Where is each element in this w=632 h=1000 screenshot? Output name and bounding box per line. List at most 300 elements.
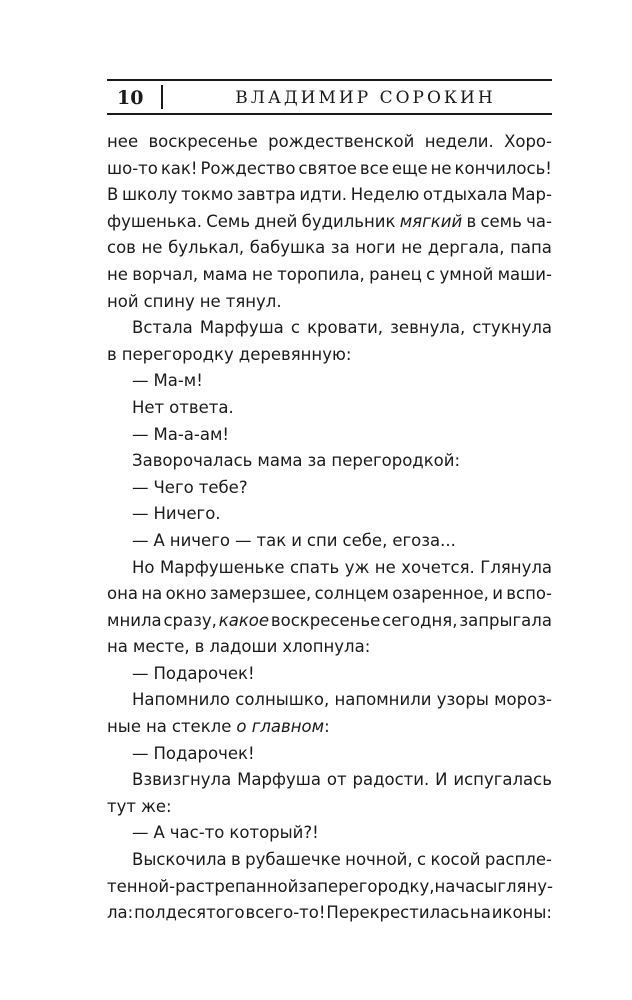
word-group bbox=[107, 714, 141, 741]
text-line bbox=[107, 767, 552, 794]
word-group bbox=[298, 874, 317, 901]
text-word: : bbox=[324, 717, 330, 737]
text-word: ной bbox=[107, 291, 139, 311]
text-word: зевнула, bbox=[390, 318, 466, 338]
text-line bbox=[107, 687, 552, 714]
text-word: маши- bbox=[497, 264, 552, 284]
word-group bbox=[231, 847, 241, 874]
word-group bbox=[132, 687, 230, 714]
text-word: отдыхала bbox=[422, 185, 508, 205]
text-line bbox=[107, 741, 552, 768]
text-line bbox=[107, 528, 552, 555]
word-group bbox=[290, 555, 339, 582]
word-group bbox=[226, 289, 282, 316]
text-word: Рождество bbox=[200, 158, 296, 178]
text-word: замерзшее, bbox=[209, 584, 312, 604]
text-word: дней bbox=[254, 211, 298, 231]
text-word: не bbox=[374, 557, 396, 577]
word-group bbox=[132, 368, 149, 395]
word-group bbox=[236, 714, 329, 741]
text-word: за bbox=[298, 876, 318, 896]
word-group bbox=[345, 847, 412, 874]
word-group bbox=[200, 315, 284, 342]
text-word: хлопнула: bbox=[282, 637, 371, 657]
word-group bbox=[107, 156, 158, 183]
text-word: вспо- bbox=[506, 584, 552, 604]
word-group bbox=[390, 315, 465, 342]
text-word: ные bbox=[107, 717, 141, 737]
word-group bbox=[239, 342, 352, 369]
word-group bbox=[492, 581, 503, 608]
text-word: Марфуша bbox=[199, 318, 284, 338]
text-word: Нет bbox=[132, 397, 165, 417]
text-word: тебе? bbox=[198, 477, 248, 497]
text-word: ворчал, bbox=[132, 264, 199, 284]
text-line bbox=[107, 900, 552, 927]
word-group bbox=[369, 262, 422, 289]
text-word: не bbox=[251, 264, 273, 284]
word-group bbox=[526, 209, 552, 236]
word-group bbox=[492, 900, 552, 927]
word-group bbox=[431, 847, 481, 874]
text-word: всего-то! bbox=[245, 903, 326, 923]
word-group bbox=[235, 528, 252, 555]
text-word: с bbox=[426, 264, 436, 284]
text-word: сегодня, bbox=[382, 610, 458, 630]
header-separator bbox=[161, 85, 163, 109]
text-word: сразу, bbox=[163, 610, 217, 630]
text-line bbox=[107, 422, 552, 449]
word-group bbox=[392, 528, 456, 555]
text-word: идти. bbox=[299, 185, 348, 205]
word-group bbox=[497, 874, 553, 901]
text-word: Марфуша bbox=[237, 770, 321, 790]
text-word: — bbox=[132, 477, 149, 497]
text-word: на bbox=[141, 584, 163, 604]
text-word: А bbox=[153, 530, 165, 550]
text-word: час-то bbox=[169, 823, 225, 843]
word-group bbox=[426, 262, 435, 289]
text-word: Неделю bbox=[350, 185, 420, 205]
word-group bbox=[271, 608, 380, 635]
word-group bbox=[254, 209, 297, 236]
word-group bbox=[168, 235, 244, 262]
word-group bbox=[154, 368, 203, 395]
word-group bbox=[154, 422, 230, 449]
text-word: полдесятого bbox=[134, 903, 245, 923]
word-group bbox=[107, 608, 162, 635]
word-group bbox=[466, 209, 476, 236]
word-group bbox=[343, 528, 388, 555]
text-word: мама bbox=[257, 451, 303, 471]
word-group bbox=[170, 528, 230, 555]
text-word: узоры bbox=[436, 690, 489, 710]
text-word: будильник bbox=[301, 211, 396, 231]
text-line bbox=[107, 820, 552, 847]
text-word: В bbox=[107, 185, 119, 205]
text-word: — bbox=[132, 663, 149, 683]
word-group bbox=[307, 315, 383, 342]
text-word: не bbox=[107, 264, 128, 284]
word-group bbox=[142, 235, 163, 262]
word-group bbox=[298, 156, 357, 183]
text-word: шо-то bbox=[107, 158, 158, 178]
text-word: часы bbox=[455, 876, 498, 896]
text-word: Марфушеньке bbox=[159, 557, 285, 577]
text-word: ла: bbox=[107, 903, 134, 923]
word-group bbox=[169, 395, 234, 422]
text-word: И bbox=[435, 770, 448, 790]
text-word: мнила bbox=[107, 610, 162, 630]
word-group bbox=[132, 528, 149, 555]
text-word: фушенька. bbox=[107, 211, 202, 231]
text-word: стукнула bbox=[472, 318, 552, 338]
word-group bbox=[166, 581, 207, 608]
text-word: и bbox=[291, 530, 302, 550]
text-word: Глянула bbox=[480, 557, 552, 577]
text-line bbox=[107, 555, 552, 582]
text-word: Подарочек! bbox=[153, 743, 255, 763]
word-group bbox=[132, 315, 193, 342]
text-word: в bbox=[194, 637, 205, 657]
word-group bbox=[132, 847, 227, 874]
word-group bbox=[375, 555, 396, 582]
word-group bbox=[331, 448, 460, 475]
word-group bbox=[327, 767, 347, 794]
text-line bbox=[107, 448, 552, 475]
text-line bbox=[107, 156, 552, 183]
word-group bbox=[132, 395, 164, 422]
word-group bbox=[308, 448, 327, 475]
text-word: на bbox=[145, 717, 167, 737]
word-group bbox=[455, 156, 552, 183]
word-group bbox=[141, 794, 172, 821]
word-group bbox=[256, 528, 286, 555]
word-group bbox=[291, 315, 300, 342]
word-group bbox=[252, 262, 273, 289]
text-word: с bbox=[290, 318, 300, 338]
word-group bbox=[107, 129, 138, 156]
text-line bbox=[107, 262, 552, 289]
text-word: егоза... bbox=[392, 530, 456, 550]
word-group bbox=[268, 129, 414, 156]
text-word: ноги bbox=[355, 238, 396, 258]
text-word: ладоши bbox=[209, 637, 278, 657]
word-group bbox=[107, 874, 298, 901]
word-group bbox=[246, 900, 326, 927]
word-group bbox=[360, 156, 389, 183]
text-word: токмо bbox=[181, 185, 234, 205]
text-line bbox=[107, 874, 552, 901]
word-group bbox=[291, 528, 302, 555]
word-group bbox=[417, 847, 426, 874]
text-word: месте, bbox=[132, 637, 190, 657]
text-line bbox=[107, 315, 552, 342]
word-group bbox=[494, 687, 552, 714]
text-line bbox=[107, 501, 552, 528]
word-group bbox=[107, 182, 118, 209]
text-word: дергала, bbox=[427, 238, 505, 258]
word-group bbox=[132, 661, 149, 688]
word-group bbox=[511, 182, 552, 209]
text-word: Семь bbox=[206, 211, 251, 231]
word-group bbox=[504, 129, 552, 156]
text-word: — bbox=[132, 424, 149, 444]
word-group bbox=[257, 448, 302, 475]
text-word: гляну- bbox=[497, 876, 553, 896]
word-group bbox=[132, 448, 252, 475]
word-group bbox=[132, 741, 149, 768]
text-line bbox=[107, 395, 552, 422]
text-word: в bbox=[231, 850, 241, 870]
running-header-author: ВЛАДИМИР СОРОКИН bbox=[235, 88, 496, 108]
text-word: не bbox=[430, 158, 452, 178]
text-line bbox=[107, 661, 552, 688]
word-group bbox=[206, 209, 250, 236]
text-word: не bbox=[199, 291, 221, 311]
word-group bbox=[237, 767, 321, 794]
word-group bbox=[428, 235, 505, 262]
text-word: иконы: bbox=[491, 903, 552, 923]
word-group bbox=[345, 555, 370, 582]
word-group bbox=[146, 714, 167, 741]
text-word: — bbox=[132, 504, 149, 524]
text-word: ответа. bbox=[169, 397, 234, 417]
text-word: нее bbox=[107, 132, 139, 151]
word-group bbox=[132, 555, 155, 582]
word-group bbox=[317, 874, 434, 901]
word-group bbox=[133, 634, 190, 661]
text-word: бабушка bbox=[249, 238, 326, 258]
text-word: за bbox=[307, 451, 327, 471]
text-word: ничего bbox=[169, 530, 230, 550]
word-group bbox=[200, 156, 295, 183]
text-word: хочется. bbox=[401, 557, 475, 577]
text-word: мягкий bbox=[399, 211, 463, 231]
text-word: на bbox=[107, 637, 128, 657]
text-word: спать bbox=[289, 557, 340, 577]
text-word: булькал, bbox=[168, 238, 245, 258]
text-word: на bbox=[469, 903, 491, 923]
word-group bbox=[181, 182, 233, 209]
text-line bbox=[107, 608, 552, 635]
word-group bbox=[107, 209, 202, 236]
word-group bbox=[154, 501, 221, 528]
text-word: какое bbox=[218, 610, 270, 630]
word-group bbox=[355, 235, 395, 262]
word-group bbox=[132, 767, 231, 794]
word-group bbox=[134, 900, 244, 927]
word-group bbox=[277, 262, 365, 289]
text-word: воскресенье bbox=[148, 132, 258, 151]
word-group bbox=[498, 262, 552, 289]
text-line bbox=[107, 235, 552, 262]
word-group bbox=[351, 182, 420, 209]
word-group bbox=[122, 182, 177, 209]
word-group bbox=[210, 581, 311, 608]
text-line bbox=[107, 847, 552, 874]
word-group bbox=[199, 475, 248, 502]
word-group bbox=[485, 847, 552, 874]
word-group bbox=[195, 634, 205, 661]
text-word: в bbox=[466, 211, 477, 231]
word-group bbox=[425, 129, 494, 156]
text-word: тут bbox=[107, 796, 136, 816]
text-word: Ма-м! bbox=[153, 371, 203, 391]
text-word: — bbox=[132, 823, 149, 843]
text-word: — bbox=[234, 530, 252, 550]
text-word: Ничего. bbox=[153, 504, 221, 524]
word-group bbox=[122, 342, 234, 369]
text-word: Подарочек! bbox=[153, 663, 255, 683]
word-group bbox=[506, 581, 552, 608]
text-word: деревянную: bbox=[238, 344, 352, 364]
text-word: окно bbox=[165, 584, 207, 604]
text-line bbox=[107, 342, 552, 369]
word-group bbox=[440, 262, 494, 289]
word-group bbox=[299, 182, 347, 209]
text-word: не bbox=[401, 238, 423, 258]
word-group bbox=[235, 687, 329, 714]
word-group bbox=[437, 687, 489, 714]
word-group bbox=[132, 501, 149, 528]
text-word: озаренное, bbox=[392, 584, 489, 604]
text-word: тянул. bbox=[225, 291, 282, 311]
text-line bbox=[107, 714, 552, 741]
word-group bbox=[170, 820, 225, 847]
word-group bbox=[219, 608, 269, 635]
text-word: распле- bbox=[484, 850, 552, 870]
text-word: как! bbox=[160, 158, 198, 178]
word-group bbox=[132, 422, 149, 449]
word-group bbox=[472, 315, 552, 342]
word-group bbox=[302, 209, 396, 236]
text-word: рубашечке bbox=[245, 850, 341, 870]
text-word: недели. bbox=[424, 132, 494, 151]
text-word: все bbox=[359, 158, 389, 178]
word-group bbox=[148, 129, 257, 156]
text-word: — bbox=[132, 743, 149, 763]
word-group bbox=[326, 900, 469, 927]
text-line bbox=[107, 634, 552, 661]
text-word: запрыгала bbox=[459, 610, 552, 630]
word-group bbox=[132, 262, 198, 289]
word-group bbox=[200, 289, 221, 316]
text-word: Заворочалась bbox=[132, 451, 253, 471]
word-group bbox=[423, 182, 508, 209]
word-group bbox=[154, 820, 165, 847]
text-word: и bbox=[492, 584, 503, 604]
text-word: воскресенье bbox=[270, 610, 381, 630]
text-word: с bbox=[417, 850, 427, 870]
text-word: сов bbox=[107, 238, 136, 258]
text-word: Хоро- bbox=[504, 132, 552, 151]
body-text bbox=[107, 129, 552, 927]
word-group bbox=[132, 475, 149, 502]
word-group bbox=[107, 581, 138, 608]
text-word: мама bbox=[202, 264, 248, 284]
word-group bbox=[315, 581, 389, 608]
text-word: спину bbox=[143, 291, 195, 311]
page-number: 10 bbox=[117, 87, 144, 109]
text-word: — bbox=[132, 530, 149, 550]
text-word: себе, bbox=[342, 530, 388, 550]
text-line bbox=[107, 182, 552, 209]
word-group bbox=[480, 209, 521, 236]
text-word: который?! bbox=[229, 823, 319, 843]
word-group bbox=[107, 235, 136, 262]
word-group bbox=[107, 262, 128, 289]
text-line bbox=[107, 289, 552, 316]
word-group bbox=[107, 900, 133, 927]
running-header bbox=[107, 79, 552, 115]
word-group bbox=[144, 289, 195, 316]
word-group bbox=[229, 820, 318, 847]
word-group bbox=[459, 608, 552, 635]
word-group bbox=[237, 182, 296, 209]
text-word: Чего bbox=[153, 477, 194, 497]
text-line bbox=[107, 475, 552, 502]
text-word: ча- bbox=[526, 211, 552, 231]
text-word: рождественской bbox=[268, 132, 415, 151]
text-word: уж bbox=[344, 557, 370, 577]
text-word: торопила, bbox=[277, 264, 365, 284]
word-group bbox=[401, 235, 422, 262]
word-group bbox=[353, 767, 430, 794]
word-group bbox=[455, 874, 497, 901]
text-word: Встала bbox=[132, 318, 193, 338]
word-group bbox=[307, 528, 338, 555]
text-word: на bbox=[434, 876, 456, 896]
text-word: радости. bbox=[352, 770, 430, 790]
word-group bbox=[107, 342, 117, 369]
word-group bbox=[282, 634, 370, 661]
text-word: ранец bbox=[369, 264, 422, 284]
text-word: косой bbox=[430, 850, 481, 870]
text-word: папа bbox=[510, 238, 552, 258]
text-word: спи bbox=[306, 530, 338, 550]
word-group bbox=[107, 794, 136, 821]
word-group bbox=[209, 634, 277, 661]
text-word: так bbox=[256, 530, 287, 550]
text-word: Но bbox=[132, 557, 155, 577]
word-group bbox=[400, 209, 462, 236]
text-word: Напомнило bbox=[132, 690, 231, 710]
text-word: же: bbox=[141, 796, 172, 816]
text-word: умной bbox=[439, 264, 494, 284]
text-word: кровати, bbox=[307, 318, 384, 338]
text-word: кончилось! bbox=[454, 158, 552, 178]
word-group bbox=[132, 820, 149, 847]
text-word: еще bbox=[391, 158, 428, 178]
word-group bbox=[392, 156, 428, 183]
text-word: в bbox=[107, 344, 117, 364]
word-group bbox=[431, 156, 452, 183]
text-word: за bbox=[330, 238, 350, 258]
word-group bbox=[154, 475, 194, 502]
text-word: перегородку, bbox=[317, 876, 435, 896]
text-word: ночной, bbox=[345, 850, 413, 870]
word-group bbox=[382, 608, 457, 635]
text-word: Мар- bbox=[511, 185, 552, 205]
word-group bbox=[334, 687, 431, 714]
text-word: святое bbox=[298, 158, 357, 178]
word-group bbox=[163, 608, 216, 635]
word-group bbox=[245, 847, 341, 874]
text-line bbox=[107, 794, 552, 821]
word-group bbox=[510, 235, 552, 262]
text-word: завтра bbox=[236, 185, 296, 205]
